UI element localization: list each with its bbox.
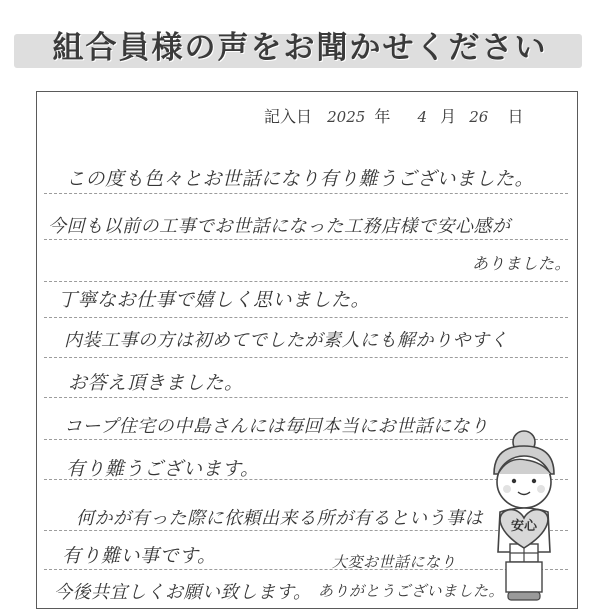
message-line-6: お答え頂きました。 (68, 372, 244, 394)
date-day: 26 (469, 108, 489, 126)
date-month: 4 (417, 108, 428, 126)
mascot-head (494, 446, 554, 508)
message-line-8: 有り難うございます。 (66, 458, 260, 480)
ruled-line (44, 397, 568, 399)
message-line-11: 今後共宜しくお願い致します。 (54, 582, 312, 603)
message-line-10: 有り難い事です。 (62, 545, 217, 567)
date-month-unit: 月 (440, 107, 457, 126)
ruled-line (44, 357, 568, 359)
message-line-1: この度も色々とお世話になり有り難うございました。 (66, 168, 535, 190)
message-line-7: コープ住宅の中島さんには毎回本当にお世話になり (64, 416, 489, 437)
ruled-line (44, 317, 568, 319)
ruled-line (44, 193, 568, 195)
message-line-9: 何かが有った際に依頼出来る所が有るという事は (76, 508, 483, 529)
date-year: 2025 (327, 108, 366, 126)
date-label: 記入日 (264, 107, 313, 126)
message-line-4: 丁寧なお仕事で嬉しく思いました。 (58, 289, 371, 311)
message-line-2: 今回も以前の工事でお世話になった工務店様で安心感が (48, 216, 511, 237)
ruled-line (44, 281, 568, 283)
date-year-unit: 年 (374, 107, 391, 126)
heart-badge-text: 安心 (510, 519, 538, 534)
date-day-unit: 日 (507, 107, 524, 126)
message-line-5: 内装工事の方は初めてでしたが素人にも解かりやすく (64, 330, 508, 351)
page-title: 組合員様の声をお聞かせください (52, 30, 548, 66)
mascot-illustration (474, 426, 572, 606)
entry-date (264, 104, 523, 127)
ruled-line (44, 239, 568, 241)
message-line-3: ありました。 (472, 254, 572, 273)
side-note-line-2: ありがとうございました。 (318, 582, 505, 600)
side-note-line-1: 大変お世話になり (332, 553, 457, 571)
